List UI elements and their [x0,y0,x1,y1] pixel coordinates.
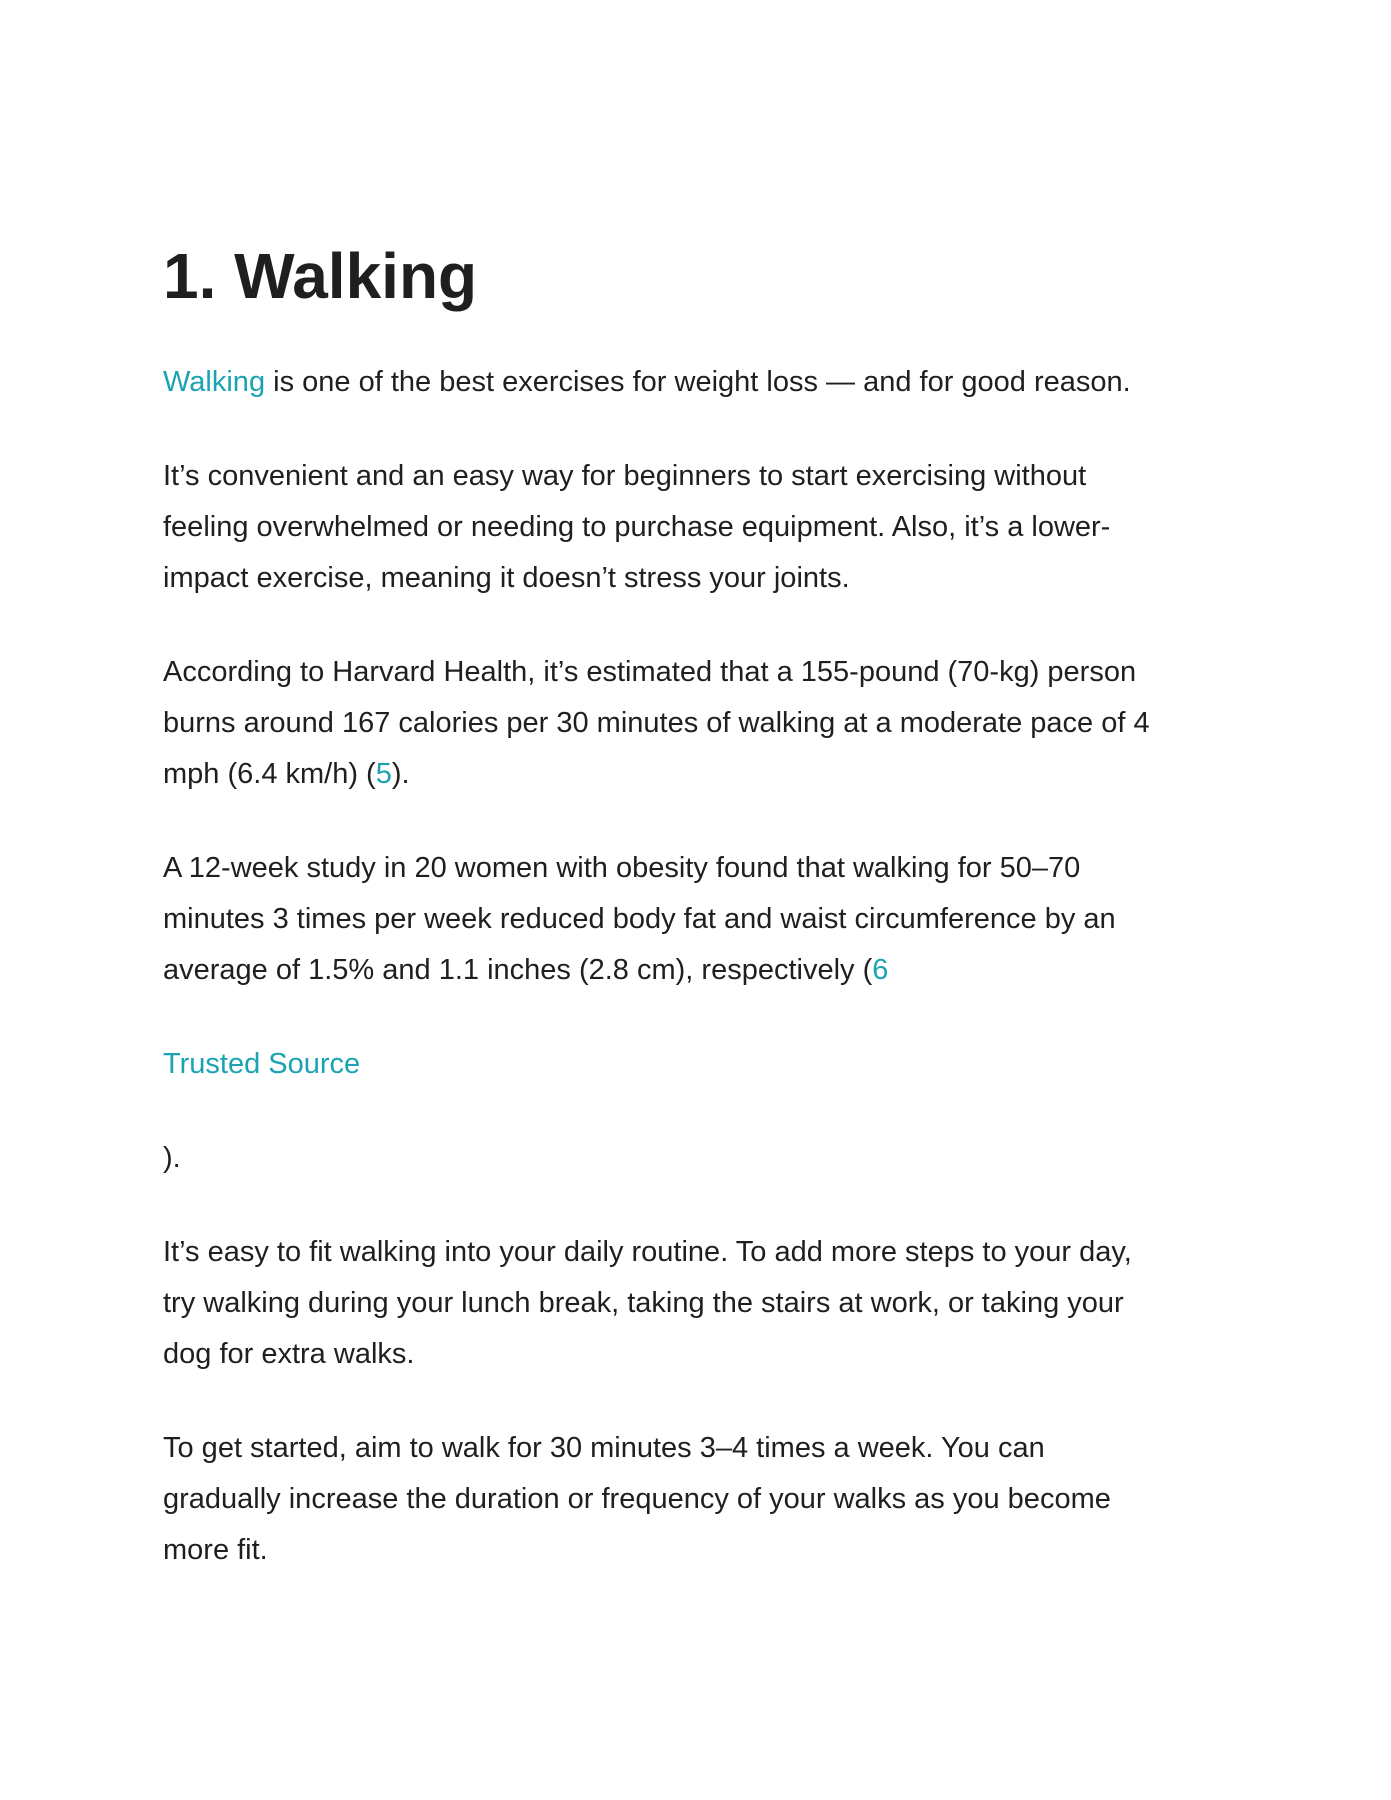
paragraph-line: minutes 3 times per week reduced body fat and waist circumference by an [163,903,1116,935]
intro-line [163,357,1243,408]
reference-link-6[interactable]: 6 [872,954,889,986]
paragraph-line: To get started, aim to walk for 30 minutes 3–4 times a week. You can [163,1432,1045,1464]
intro-text: is one of the best exercises for weight loss — and for good reason. [265,366,1131,398]
paragraph-line: It’s convenient and an easy way for beginners to start exercising without [163,460,1087,492]
paragraph-line: impact exercise, meaning it doesn’t stress your joints. [163,562,850,594]
paragraph-routine [163,1227,1243,1380]
paragraph-line [163,749,1243,800]
paragraph-line: try walking during your lunch break, taking the stairs at work, or taking your [163,1287,1124,1319]
line-text: mph (6.4 km/h) ( [163,758,376,790]
line-text: ). [391,758,410,790]
paragraph-convenience [163,451,1243,604]
closing-paren: ). [163,1142,181,1174]
paragraph-get-started [163,1423,1243,1576]
paragraph-intro [163,357,1243,408]
paragraph-harvard [163,647,1243,800]
paragraph-line: It’s easy to fit walking into your daily routine. To add more steps to your day, [163,1236,1132,1268]
paragraph-study [163,843,1243,996]
paragraph-line: burns around 167 calories per 30 minutes of walking at a moderate pace of 4 [163,707,1150,739]
paragraph-line: According to Harvard Health, it’s estimated that a 155-pound (70-kg) person [163,656,1137,688]
paragraph-line: A 12-week study in 20 women with obesity found that walking for 50–70 [163,852,1081,884]
reference-link-5[interactable]: 5 [375,758,392,790]
paragraph-line: dog for extra walks. [163,1338,415,1370]
trusted-source-link[interactable]: Trusted Source [163,1048,361,1080]
paragraph-line: feeling overwhelmed or needing to purchase equipment. Also, it’s a lower- [163,511,1111,543]
walking-link[interactable]: Walking [163,366,266,398]
closing-paren-paragraph [163,1133,1243,1184]
paragraph-line [163,945,1243,996]
trusted-source-paragraph [163,1039,1243,1090]
section-heading: 1. Walking [163,240,478,312]
paragraph-line: gradually increase the duration or frequency of your walks as you become [163,1483,1111,1515]
paragraph-line: more fit. [163,1534,268,1566]
line-text: average of 1.5% and 1.1 inches (2.8 cm), respectively ( [163,954,873,986]
